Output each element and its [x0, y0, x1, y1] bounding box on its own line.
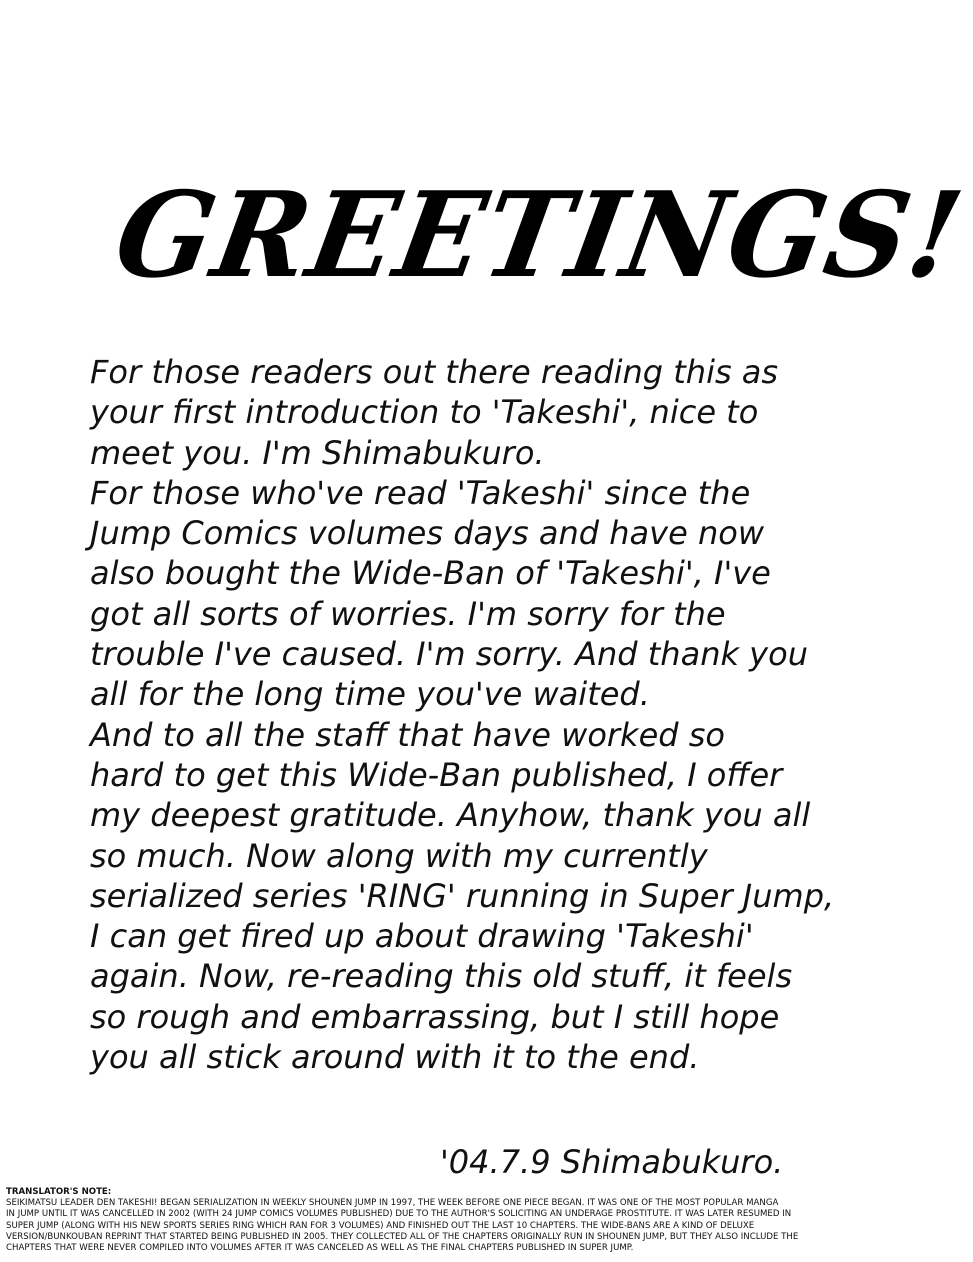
message-line: you all stick around with it to the end. — [90, 1038, 700, 1077]
page-title: GREETINGS! — [105, 166, 973, 305]
message-line: so rough and embarrassing, but I still hope — [90, 997, 780, 1036]
message-line: serialized series 'RING' running in Super Jump, — [90, 876, 835, 915]
translator-note-line: CHAPTERS THAT WERE NEVER COMPILED INTO VOLUMES AFTER IT WAS CANCELED AS WELL AS THE FINAL CHAPTERS PUBLISHED IN SUPER JUMP. — [6, 1243, 634, 1254]
message-line: For those who've read 'Takeshi' since the — [90, 473, 751, 512]
message-line: your first introduction to 'Takeshi', nice to — [90, 393, 759, 432]
message-line: so much. Now along with my currently — [90, 836, 708, 875]
message-line: meet you. I'm Shimabukuro. — [90, 433, 545, 472]
message-line: all for the long time you've waited. — [90, 675, 650, 714]
translator-note-heading: TRANSLATOR'S NOTE: — [6, 1187, 112, 1197]
message-line: hard to get this Wide-Ban published, I offer — [90, 755, 783, 794]
message-line: trouble I've caused. I'm sorry. And thank you — [90, 635, 808, 674]
message-line: I can get fired up about drawing 'Takeshi' — [90, 917, 754, 956]
message-line: For those readers out there reading this as — [90, 353, 779, 391]
author-signature: '04.7.9 Shimabukuro. — [440, 1143, 784, 1181]
message-line: Jump Comics volumes days and have now — [90, 514, 764, 553]
message-line: also bought the Wide-Ban of 'Takeshi', I've — [90, 554, 771, 593]
translator-note-line: SEIKIMATSU LEADER DEN TAKESHI! BEGAN SERIALIZATION IN WEEKLY SHOUNEN JUMP IN 1997, THE WEEK BEFORE ONE PIECE BEGAN. IT WAS ONE OF THE MOST POPULAR MANGA — [6, 1198, 779, 1209]
message-line: again. Now, re-reading this old stuff, it feels — [90, 957, 793, 996]
greeting-message — [90, 352, 835, 1077]
translator-note-line: IN JUMP UNTIL IT WAS CANCELLED IN 2002 (WITH 24 JUMP COMICS VOLUMES PUBLISHED) DUE TO THE AUTHOR'S SOLICITING AN UNDERAGE PROSTITUTE. IT WAS LATER RESUMED IN — [6, 1209, 792, 1220]
message-line: got all sorts of worries. I'm sorry for the — [90, 594, 726, 633]
message-line: And to all the staff that have worked so — [90, 715, 725, 754]
translator-note-line: SUPER JUMP (ALONG WITH HIS NEW SPORTS SERIES RING WHICH RAN FOR 3 VOLUMES) AND FINISHED OUT THE LAST 10 CHAPTERS. THE WIDE-BANS ARE A KIND OF DELUXE — [6, 1220, 755, 1231]
message-line: my deepest gratitude. Anyhow, thank you all — [90, 796, 811, 835]
translator-note — [6, 1187, 864, 1254]
translator-note-line: VERSION/BUNKOUBAN REPRINT THAT STARTED BEING PUBLISHED IN 2005. THEY COLLECTED ALL OF THE CHAPTERS ORIGINALLY RUN IN SHOUNEN JUMP, BUT THEY ALSO INCLUDE THE — [6, 1231, 799, 1242]
